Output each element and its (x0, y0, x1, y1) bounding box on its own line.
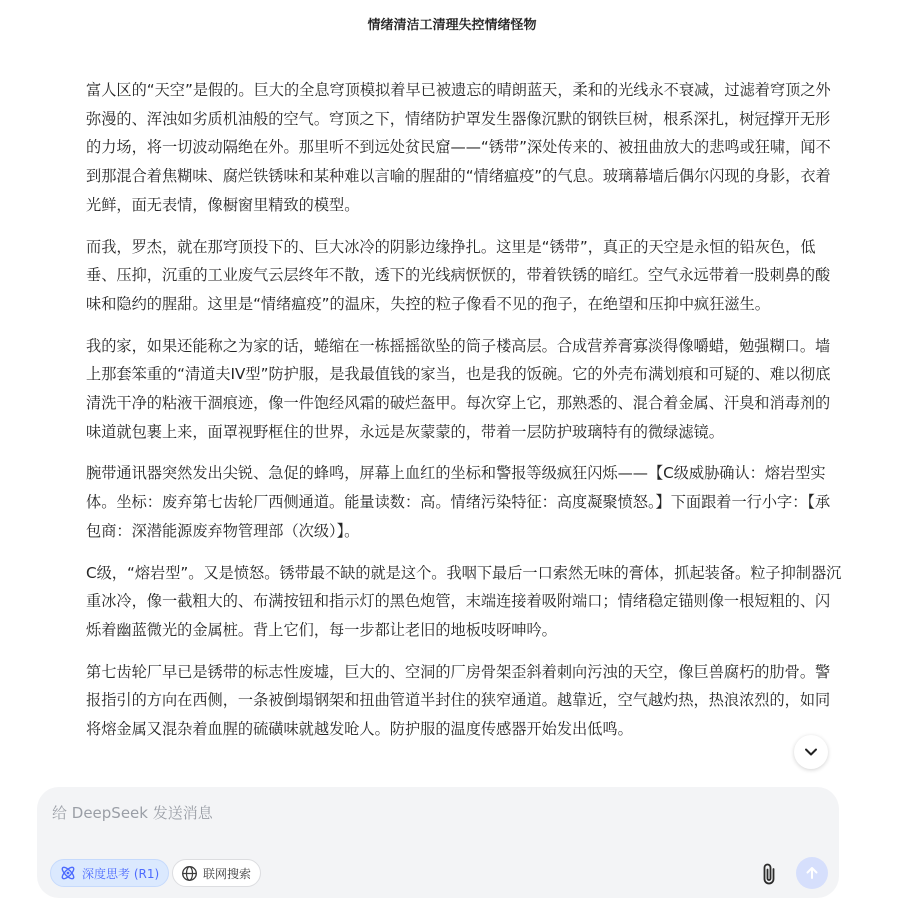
chevron-down-icon (803, 744, 819, 760)
message-composer (37, 787, 839, 898)
assistant-message (86, 76, 842, 790)
scroll-to-bottom-button[interactable] (794, 735, 828, 769)
chat-header (0, 0, 904, 46)
message-paragraph: 而我，罗杰，就在那穹顶投下的、巨大冰冷的阴影边缘挣扎。这里是“锈带”，真正的天空是永恒的铅灰色，低垂、压抑，沉重的工业废气云层终年不散，透下的光线病恹恹的，带着铁锈的暗红。空气永远带着一股刺鼻的酸味和隐约的腥甜。这里是“情绪瘟疫”的温床，失控的粒子像看不见的孢子，在绝望和压抑中疯狂滋生。 (86, 237, 831, 313)
message-paragraph: C级，“熔岩型”。又是愤怒。锈带最不缺的就是这个。我咽下最后一口索然无味的膏体，抓起装备。粒子抑制器沉重冰冷，像一截粗大的、布满按钮和指示灯的黑色炮管，末端连接着吸附端口；情绪稳定锚则像一根短粗的、闪烁着幽蓝微光的金属桩。背上它们，每一步都让老旧的地板吱呀呻吟。 (86, 563, 842, 639)
paperclip-icon (759, 862, 779, 886)
send-button[interactable] (796, 857, 828, 889)
chat-title: 情绪清洁工清理失控情绪怪物 (367, 17, 537, 33)
message-paragraph: 富人区的“天空”是假的。巨大的全息穹顶模拟着早已被遗忘的晴朗蓝天，柔和的光线永不衰减，过滤着穹顶之外弥漫的、浑浊如劣质机油般的空气。穹顶之下，情绪防护罩发生器像沉默的钢铁巨树，根系深扎，树冠撑开无形的力场，将一切波动隔绝在外。那里听不到远处贫民窟——“锈带”深处传来的、被扭曲放大的悲鸣或狂啸，闻不到那混合着焦糊味、腐烂铁锈味和某种难以言喻的腥甜的“情绪瘟疫”的气息。玻璃幕墙后偶尔闪现的身影，衣着光鲜，面无表情，像橱窗里精致的模型。 (86, 81, 831, 214)
arrow-up-icon (804, 865, 820, 881)
web-search-label: 联网搜索 (203, 866, 252, 881)
message-paragraph: 第七齿轮厂早已是锈带的标志性废墟，巨大的、空洞的厂房骨架歪斜着刺向污浊的天空，像巨兽腐朽的肋骨。警报指引的方向在西侧，一条被倒塌钢架和扭曲管道半封住的狭窄通道。越靠近，空气越灼热，热浪浓烈的，如同将熔金属又混杂着血腥的硫磺味就越发呛人。防护服的温度传感器开始发出低鸣。 (86, 662, 831, 739)
message-input[interactable] (52, 801, 812, 825)
deep-think-label: 深度思考 (R1) (82, 866, 160, 881)
atom-icon (59, 864, 77, 882)
message-paragraph: 腕带通讯器突然发出尖锐、急促的蜂鸣，屏幕上血红的坐标和警报等级疯狂闪烁——【C级威胁确认：熔岩型实体。坐标：废弃第七齿轮厂西侧通道。能量读数：高。情绪污染特征：高度凝聚愤怒。】下面跟着一行小字：【承包商：深潜能源废弃物管理部（次级）】。 (86, 464, 831, 540)
globe-icon (181, 865, 198, 882)
attach-file-button[interactable] (755, 859, 783, 889)
message-paragraph: 我的家，如果还能称之为家的话，蜷缩在一栋摇摇欲坠的筒子楼高层。合成营养膏寡淡得像嚼蜡，勉强糊口。墙上那套笨重的“清道夫IV型”防护服，是我最值钱的家当，也是我的饭碗。它的外壳布满划痕和可疑的、难以彻底清洗干净的粘液干涸痕迹，像一件饱经风霜的破烂盔甲。每次穿上它，那熟悉的、混合着金属、汗臭和消毒剂的味道就包裹上来，面罩视野框住的世界，永远是灰蒙蒙的，带着一层防护玻璃特有的微绿滤镜。 (86, 336, 831, 441)
deep-think-toggle[interactable] (50, 859, 169, 887)
web-search-toggle[interactable] (172, 859, 261, 887)
